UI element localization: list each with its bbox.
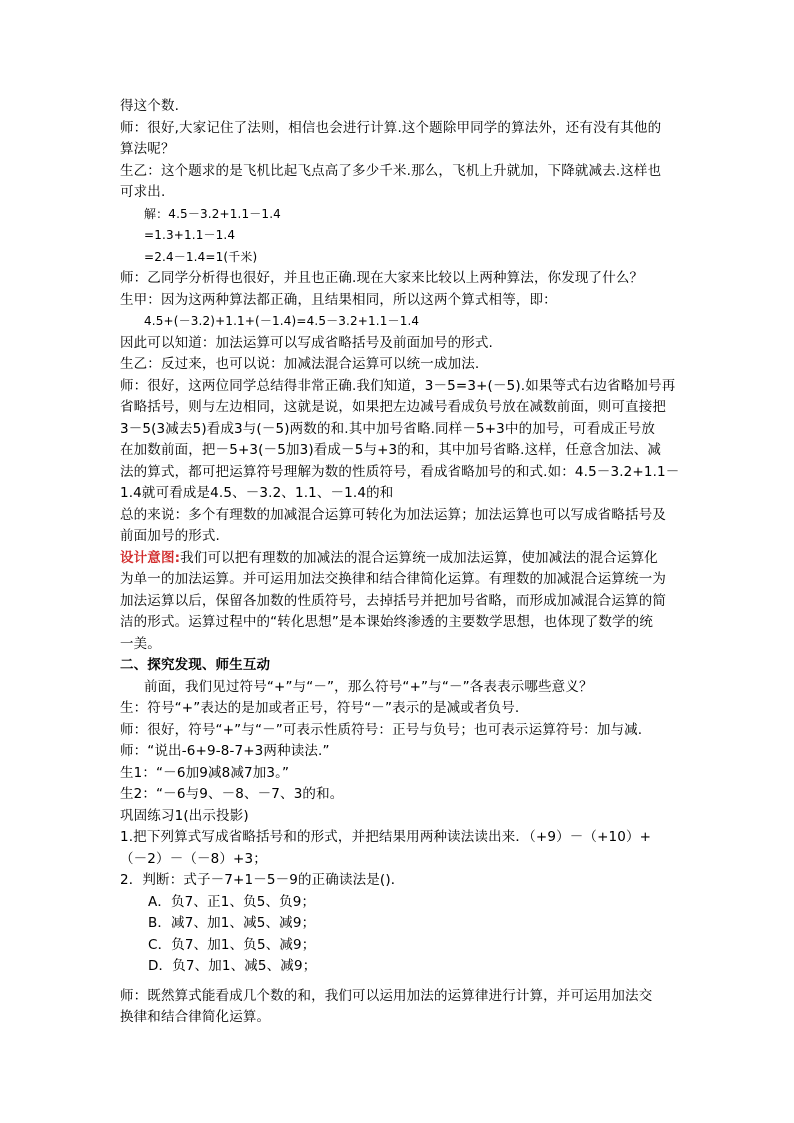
text-line: 换律和结合律简化运算。 <box>120 1009 271 1025</box>
solution-line: 解：4.5－3.2+1.1－1.4 <box>144 206 281 221</box>
exercise-question: 1.把下列算式写成省略括号和的形式，并把结果用两种读法读出来．（+9）－（+10）+ <box>120 829 652 845</box>
text-line: 生乙：反过来，也可以说：加减法混合运算可以统一成加法. <box>120 356 480 372</box>
text-line: 生1：“－6加9减8减7加3。” <box>120 764 290 781</box>
design-intent-line: 洁的形式。运算过程中的“转化思想”是本课始终渗透的主要数学思想，也体现了数学的统 <box>120 614 653 630</box>
answer-option: A．负7、正1、负5、负9； <box>148 893 316 910</box>
text-line: 师：很好,大家记住了法则，相信也会进行计算.这个题除甲同学的算法外，还有没有其他的 <box>120 119 662 136</box>
section-heading: 二、探究发现、师生互动 <box>120 657 271 673</box>
text-line: 在加数前面，把－5+3(－5加3)看成－5与+3的和，其中加号省略.这样，任意含加法、减 <box>120 442 662 458</box>
document-body <box>120 96 680 1029</box>
design-intent-label: 设计意图: <box>120 549 181 566</box>
text-line: 前面，我们见过符号“+”与“－”，那么符号“+”与“－”各表表示哪些意义？ <box>144 678 593 695</box>
solution-line: =2.4－1.4=1(千米) <box>144 249 258 264</box>
exercise-title: 巩固练习1(出示投影) <box>120 807 249 824</box>
text-line: 因此可以知道：加法运算可以写成省略括号及前面加号的形式. <box>120 334 493 351</box>
text-line: 总的来说：多个有理数的加减混合运算可转化为加法运算；加法运算也可以写成省略括号及 <box>120 506 666 523</box>
design-intent-text: 我们可以把有理数的加减法的混合运算统一成加法运算，使加减法的混合运算化 <box>180 549 658 566</box>
text-line: 师：很好，这两位同学总结得非常正确.我们知道，3－5=3+(－5).如果等式右边省略加号再 <box>120 377 676 394</box>
text-line: 3－5(3减去5)看成3与(－5)两数的和.其中加号省略.同样－5+3中的加号，可看成正号放 <box>120 420 656 437</box>
exercise-question: （－2）－（－8）+3； <box>120 850 267 867</box>
text-line: 生甲：因为这两种算法都正确，且结果相同，所以这两个算式相等，即： <box>120 291 557 308</box>
text-line: 生：符号“+”表达的是加或者正号，符号“－”表示的是减或者负号. <box>120 700 520 716</box>
design-intent-line: 一美。 <box>120 635 161 652</box>
text-line: 生2：“－6与9、－8、－7、3的和。 <box>120 786 344 802</box>
solution-line: =1.3+1.1－1.4 <box>144 228 236 242</box>
text-line: 师：很好，符号“+”与“－”可表示性质符号：正号与负号；也可表示运算符号：加与减. <box>120 721 643 738</box>
equation-line: 4.5+(－3.2)+1.1+(－1.4)=4.5－3.2+1.1－1.4 <box>144 314 420 328</box>
exercise-question: 2．判断：式子－7+1－5－9的正确读法是()． <box>120 872 405 888</box>
text-line: 师：既然算式能看成几个数的和，我们可以运用加法的运算律进行计算，并可运用加法交 <box>120 987 653 1004</box>
design-intent-line: 为单一的加法运算。并可运用加法交换律和结合律简化运算。有理数的加减混合运算统一为 <box>120 571 666 587</box>
text-line: 师：乙同学分析得也很好，并且也正确.现在大家来比较以上两种算法，你发现了什么？ <box>120 270 644 286</box>
text-line: 师：“说出-6+9-8-7+3两种读法.” <box>120 743 330 759</box>
text-line: 算法呢？ <box>120 141 175 157</box>
design-intent-line: 加法运算以后，保留各加数的性质符号，去掉括号并把加号省略，而形成加减混合运算的简 <box>120 592 666 609</box>
text-line: 前面加号的形式. <box>120 528 220 544</box>
answer-option: B．减7、加1、减5、减9； <box>148 915 316 931</box>
design-intent-line <box>120 548 680 570</box>
text-line: 生乙：这个题求的是飞机比起飞点高了多少千米.那么，飞机上升就加，下降就减去.这样也 <box>120 162 662 179</box>
text-line: 1.4就可看成是4.5、－3.2、1.1、－1.4的和 <box>120 485 394 501</box>
text-line: 法的算式，都可把运算符号理解为数的性质符号，看成省略加号的和式.如：4.5－3.2+1.1－ <box>120 463 680 480</box>
text-line: 省略括号，则与左边相同，这就是说，如果把左边减号看成负号放在减数前面，则可直接把 <box>120 399 666 415</box>
answer-option: D．负7、加1、减5、减9； <box>148 958 317 974</box>
text-line: 可求出. <box>120 184 166 200</box>
answer-option: C．负7、加1、负5、减9； <box>148 936 316 953</box>
text-line: 得这个数. <box>120 98 180 114</box>
